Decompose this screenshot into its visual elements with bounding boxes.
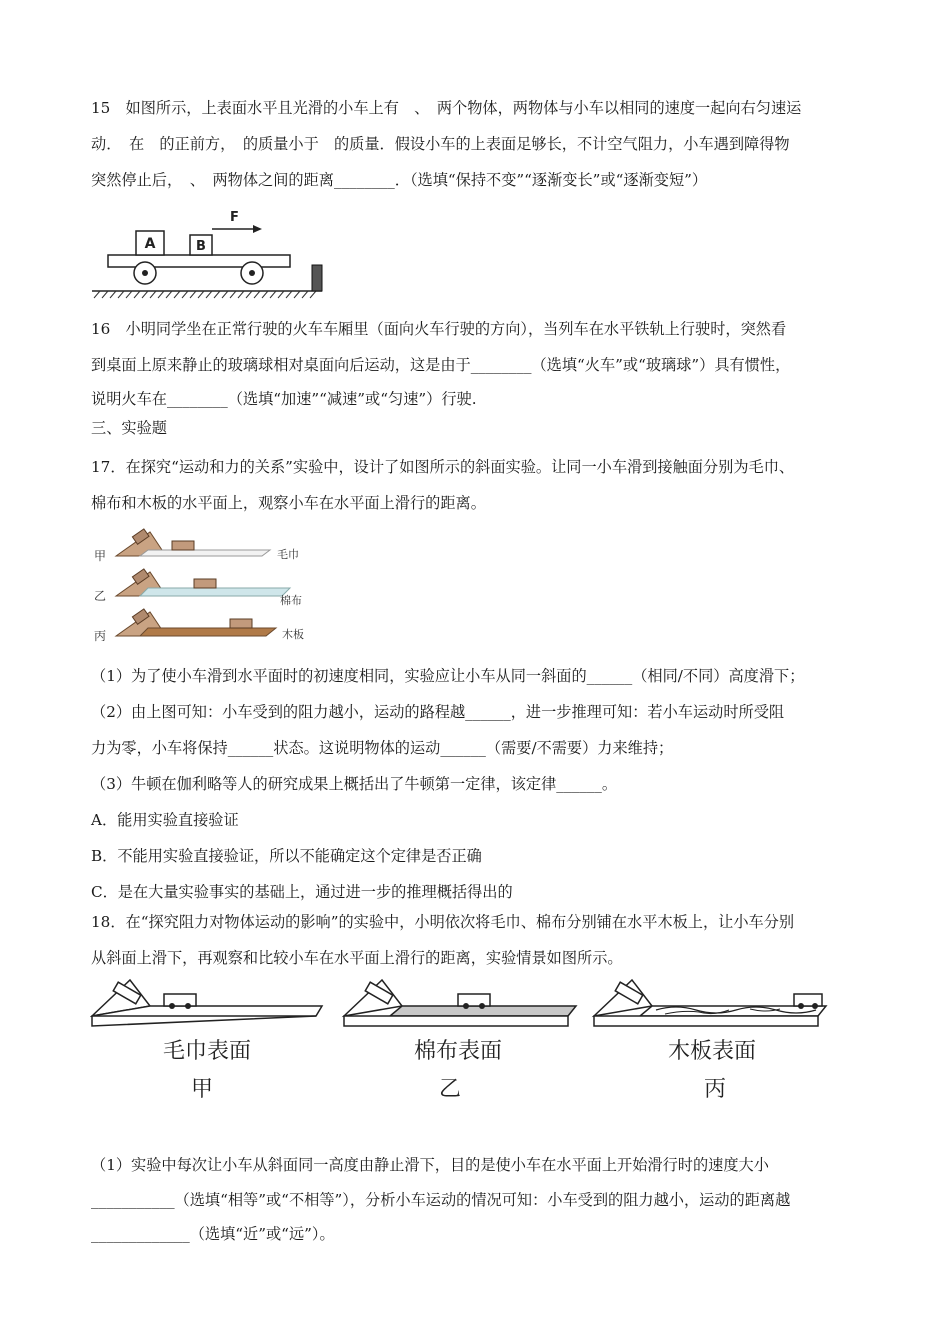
cart-deck	[108, 255, 290, 267]
row-label-wood: 木板	[282, 628, 304, 641]
q17-line-2: 棉布和木板的水平面上，观察小车在水平面上滑行的距离。	[91, 494, 486, 512]
q17-sub-3: （3）牛顿在伽利略等人的研究成果上概括出了牛顿第一定律，该定律______。	[91, 775, 618, 793]
q15-cart-figure	[90, 203, 330, 299]
panel-cotton	[344, 980, 576, 1102]
block-a-label: A	[144, 236, 156, 252]
block-b-label: B	[196, 239, 206, 254]
panel-towel	[92, 980, 322, 1102]
q17-option-b: B．不能用实验直接验证，所以不能确定这个定律是否正确	[91, 847, 482, 865]
panel-cotton-tag: 乙	[438, 1077, 462, 1102]
panel-cotton-label: 棉布表面	[413, 1039, 503, 1064]
panel-wood-label: 木板表面	[667, 1039, 757, 1064]
row-label-jia: 甲	[94, 549, 107, 563]
row-label-yi: 乙	[94, 589, 107, 603]
row-label-towel: 毛巾	[277, 548, 299, 561]
q16-line-3: 说明火车在________（选填“加速”“减速”或“匀速”）行驶.	[91, 390, 477, 408]
ground-hatch	[94, 291, 316, 298]
row-label-bing: 丙	[94, 629, 107, 643]
q17-line-1: 17．在探究“运动和力的关系”实验中，设计了如图所示的斜面实验。让同一小车滑到接触面分别为毛巾、	[91, 458, 795, 476]
q17-sub-2a: （2）由上图可知：小车受到的阻力越小，运动的路程越______，进一步推理可知：若小车运动时所受阻	[91, 703, 785, 721]
panel-wood-tag: 丙	[703, 1077, 727, 1102]
q15-line-1: 15 如图所示，上表面水平且光滑的小车上有 、 两个物体，两物体与小车以相同的速度一起向右匀速运	[91, 99, 802, 117]
q18-line-2: 从斜面上滑下，再观察和比较小车在水平面上滑行的距离，实验情景如图所示。	[91, 949, 623, 967]
q18-sub-1b: ___________（选填“相等”或“不相等”），分析小车运动的情况可知：小车受到的阻力越小，运动的距离越	[91, 1191, 791, 1209]
q15-line-2: 动． 在 的正前方， 的质量小于 的质量．假设小车的上表面足够长，不计空气阻力，小车遇到障得物	[91, 135, 790, 153]
q17-sub-2b: 力为零，小车将保持______状态。这说明物体的运动______（需要/不需要）力来维持；	[91, 739, 674, 757]
q17-option-c: C．是在大量实验事实的基础上，通过进一步的推理概括得出的	[91, 883, 513, 901]
surface-wood	[140, 628, 276, 636]
panel-wood	[594, 980, 826, 1102]
panel-towel-tag: 甲	[190, 1077, 214, 1102]
surface-towel	[140, 550, 270, 556]
section-heading: 三、实验题	[91, 419, 167, 437]
q16-line-2: 到桌面上原来静止的玻璃球相对桌面向后运动，这是由于________（选填“火车”或“玻璃球”）具有惯性，	[91, 356, 791, 374]
q17-option-a: A．能用实验直接验证	[91, 811, 239, 829]
panel-towel-label: 毛巾表面	[162, 1039, 252, 1064]
row-label-cotton: 棉布	[280, 594, 302, 607]
q15-line-3: 突然停止后， 、 两物体之间的距离________．（选填“保持不变”“逐渐变长”或“逐渐变短”）	[91, 171, 708, 189]
q17-slope-figure	[90, 522, 312, 646]
q18-sub-1a: （1）实验中每次让小车从斜面同一高度由静止滑下，目的是使小车在水平面上开始滑行时的速度大小	[91, 1156, 769, 1174]
q16-line-1: 16 小明同学坐在正常行驶的火车车厢里（面向火车行驶的方向），当列车在水平铁轨上行驶时，突然看	[91, 320, 787, 338]
surface-cotton	[140, 588, 290, 596]
q17-sub-1: （1）为了使小车滑到水平面时的初速度相同，实验应让小车从同一斜面的______（相同/不同）高度滑下；	[91, 667, 805, 685]
q18-sub-1c: _____________（选填“近”或“远”）。	[91, 1225, 335, 1243]
force-label: F	[230, 210, 239, 225]
q18-line-1: 18．在“探究阻力对物体运动的影响”的实验中，小明依次将毛巾、棉布分别铺在水平木板上，让小车分别	[91, 913, 795, 931]
q18-surfaces-figure	[90, 976, 830, 1106]
obstacle	[312, 265, 322, 291]
